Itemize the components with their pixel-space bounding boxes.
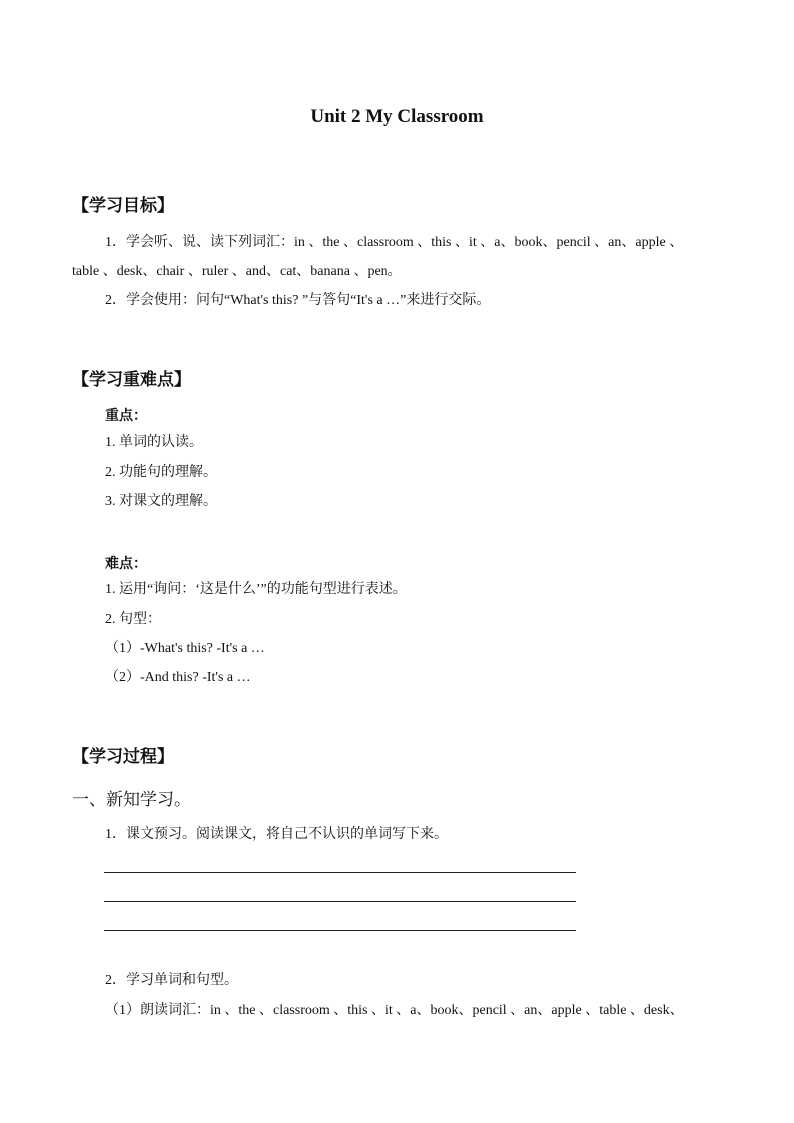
answer-line-3[interactable] xyxy=(104,930,576,931)
difficulty-item-1: 1. 运用“询问：‘这是什么’”的功能句型进行表述。 xyxy=(105,582,407,597)
objective-item-2: 2．学会使用：问句“What's this? ”与答句“It's a …”来进行交际。 xyxy=(105,293,491,308)
page-title: Unit 2 My Classroom xyxy=(310,106,484,127)
objective-item-1-line-2: table 、desk、chair 、ruler 、and、cat、banana 、pen。 xyxy=(72,264,402,279)
process-step-2-sub-1: （1）朗读词汇：in 、the 、classroom 、this 、it 、a、book、pencil 、an、apple 、table 、desk、 xyxy=(105,1003,684,1018)
difficulty-label: 难点： xyxy=(105,557,147,572)
answer-line-2[interactable] xyxy=(104,901,576,902)
section-heading-objectives: 【学习目标】 xyxy=(72,196,174,215)
focus-label: 重点： xyxy=(105,409,147,424)
section-heading-process: 【学习过程】 xyxy=(72,747,174,766)
difficulty-item-4: （2）-And this? -It's a … xyxy=(105,670,251,685)
process-step-2: 2．学习单词和句型。 xyxy=(105,973,238,988)
difficulty-item-3: （1）-What's this? -It's a … xyxy=(105,641,265,656)
difficulty-item-2: 2. 句型： xyxy=(105,612,161,627)
focus-item-1: 1. 单词的认读。 xyxy=(105,435,203,450)
process-part-1: 一、新知学习。 xyxy=(72,790,191,809)
focus-item-3: 3. 对课文的理解。 xyxy=(105,494,217,509)
process-step-1: 1．课文预习。阅读课文，将自己不认识的单词写下来。 xyxy=(105,827,448,842)
answer-line-1[interactable] xyxy=(104,872,576,873)
objective-item-1-line-1: 1．学会听、说、读下列词汇：in 、the 、classroom 、this 、it 、a、book、pencil 、an、apple 、 xyxy=(105,235,684,250)
section-heading-key-points: 【学习重难点】 xyxy=(72,370,191,389)
focus-item-2: 2. 功能句的理解。 xyxy=(105,465,217,480)
